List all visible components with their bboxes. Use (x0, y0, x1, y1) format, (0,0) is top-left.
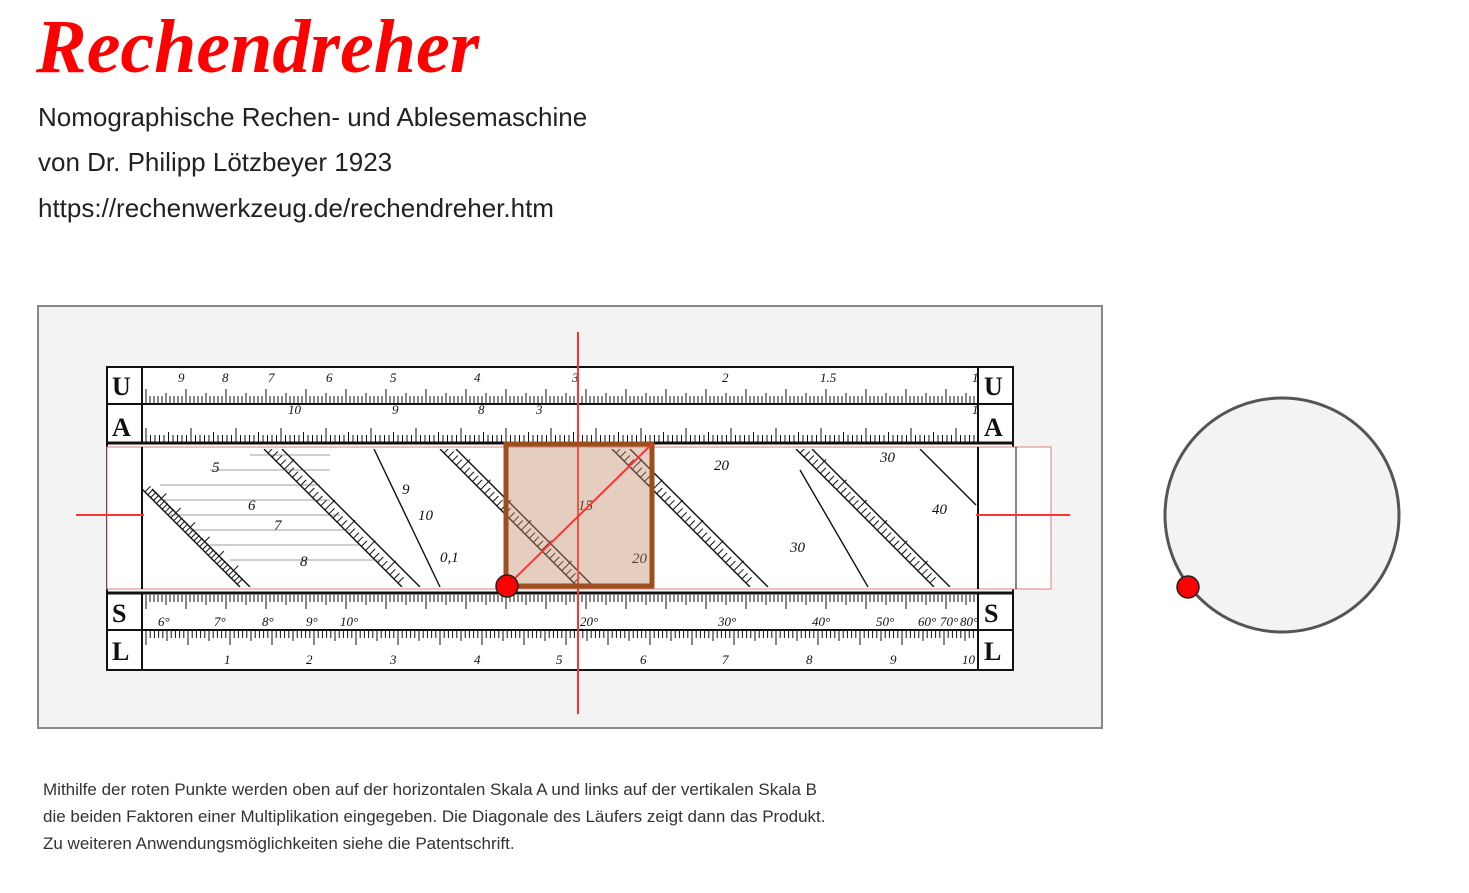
scale-s-number: 6° (158, 614, 170, 629)
diagonal-number: 10 (418, 508, 433, 524)
diagonal-number: 20 (632, 551, 647, 567)
scale-u-number: 7 (268, 370, 275, 385)
subtitle-url: https://rechenwerkzeug.de/rechendreher.htm (38, 193, 554, 223)
scale-s-number: 9° (306, 614, 318, 629)
scale-u-number: 5 (390, 370, 397, 385)
scale-label-a-right: A (984, 413, 1003, 442)
scale-l-number: 7 (722, 652, 729, 667)
instructions-text (43, 776, 826, 857)
scale-s-number: 60° (918, 614, 937, 629)
scale-u-number: 4 (474, 370, 481, 385)
scale-s-number: 30° (718, 614, 737, 629)
diagonal-number: 8 (300, 554, 308, 570)
scale-a-number: 3 (536, 402, 543, 417)
instructions-line: die beiden Faktoren einer Multiplikation eingegeben. Die Diagonale des Läufers zeigt dann das Produkt. (43, 807, 826, 826)
diagonal-number: 20 (714, 458, 729, 474)
scale-a-number: 1 (972, 402, 979, 417)
scale-label-s-right: S (984, 599, 999, 628)
subtitle-description: Nomographische Rechen- und Ablesemaschine (38, 102, 588, 132)
diagonal-number: 30 (880, 450, 895, 466)
scale-label-a-left: A (112, 413, 131, 442)
diagonal-number: 15 (578, 498, 593, 514)
scale-label-u-left: U (112, 372, 131, 401)
scale-l-number: 3 (390, 652, 397, 667)
diagonal-number: 9 (402, 482, 410, 498)
scale-u-number: 6 (326, 370, 333, 385)
scale-label-s-left: S (112, 599, 127, 628)
scale-s-number: 20° (580, 614, 599, 629)
scale-a-number: 10 (288, 402, 301, 417)
scale-u-number: 8 (222, 370, 229, 385)
dial-circle[interactable] (1165, 398, 1399, 632)
scale-label-l-right: L (984, 637, 1002, 666)
subtitle-author: von Dr. Philipp Lötzbeyer 1923 (38, 147, 393, 177)
scale-a-number: 8 (478, 402, 485, 417)
scale-u-number: 9 (178, 370, 185, 385)
scale-u-number: 2 (722, 370, 729, 385)
scale-s-number: 70° (940, 614, 959, 629)
scale-s-number: 80° (960, 614, 979, 629)
diagonal-number: 40 (932, 502, 947, 518)
scale-u-number: 1 (972, 370, 979, 385)
scale-l-number: 6 (640, 652, 647, 667)
scale-s-number: 10° (340, 614, 359, 629)
scale-l-number: 1 (224, 652, 231, 667)
rotation-dial (1160, 395, 1410, 645)
scale-l-number: 10 (962, 652, 975, 667)
scale-l-number: 5 (556, 652, 563, 667)
scale-s-number: 40° (812, 614, 831, 629)
diagonal-number: 30 (790, 540, 805, 556)
scale-l-number: 9 (890, 652, 897, 667)
scale-l-number: 4 (474, 652, 481, 667)
scale-u-number: 1.5 (820, 370, 837, 385)
scale-u-number: 3 (572, 370, 579, 385)
scale-s-number: 7° (214, 614, 226, 629)
diagonal-number: 6 (248, 498, 256, 514)
scale-label-l-left: L (112, 637, 130, 666)
diagonal-number: 0,1 (440, 550, 459, 566)
scale-l-number: 8 (806, 652, 813, 667)
scale-a-number: 9 (392, 402, 399, 417)
instructions-line: Zu weiteren Anwendungsmöglichkeiten siehe die Patentschrift. (43, 834, 515, 853)
diagonal-number: 7 (274, 518, 282, 534)
scale-s-number: 8° (262, 614, 274, 629)
scale-label-u-right: U (984, 372, 1003, 401)
scale-s-number: 50° (876, 614, 895, 629)
scale-l-number: 2 (306, 652, 313, 667)
input-point-factor[interactable] (496, 575, 518, 597)
dial-handle-point[interactable] (1177, 576, 1199, 598)
instructions-line: Mithilfe der roten Punkte werden oben auf der horizontalen Skala A und links auf der vertikalen Skala B (43, 780, 817, 799)
page-title: Rechendreher (36, 5, 480, 89)
diagonal-number: 5 (212, 460, 220, 476)
